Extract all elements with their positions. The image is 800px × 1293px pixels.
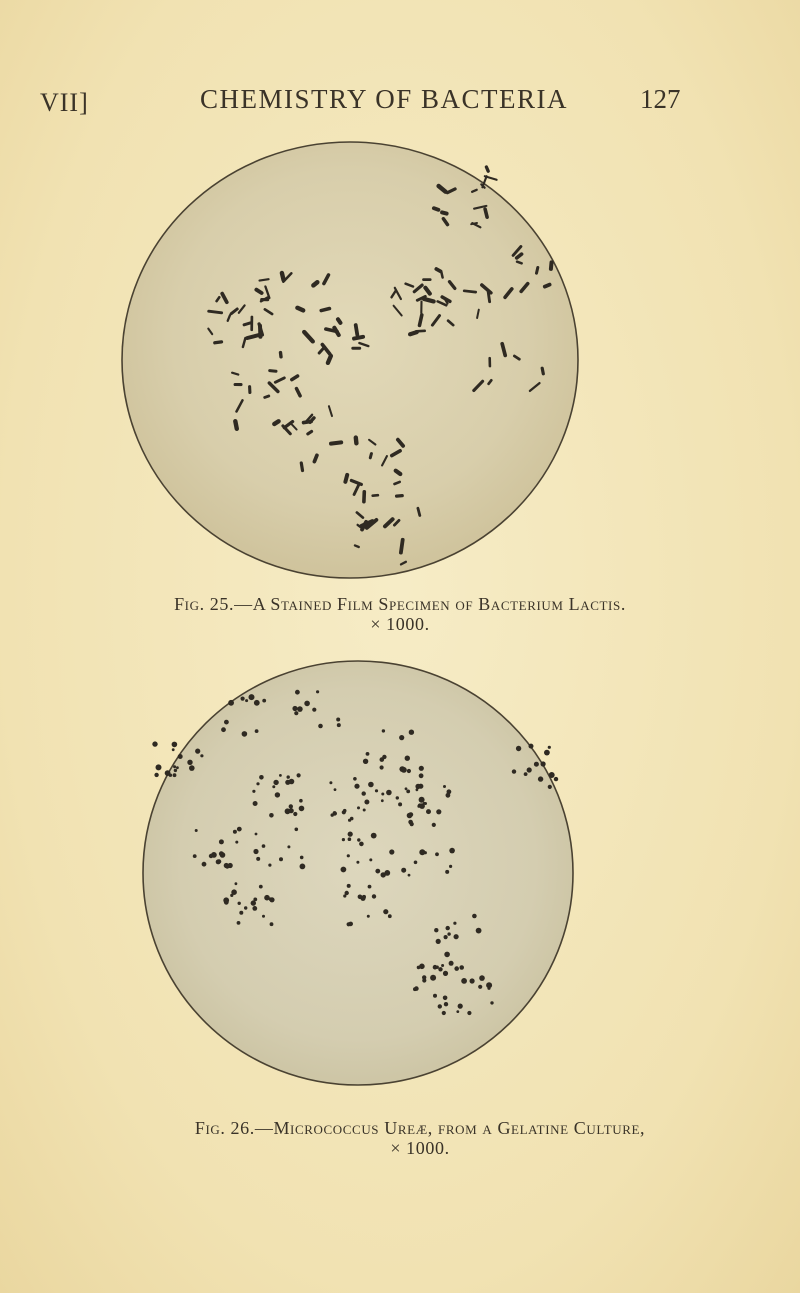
coccus: [272, 785, 275, 788]
running-title: CHEMISTRY OF BACTERIA: [200, 84, 569, 114]
coccus: [152, 741, 157, 746]
coccus: [382, 755, 386, 759]
bacillus-rod: [355, 545, 359, 547]
bacillus-rod: [517, 262, 522, 264]
coccus: [367, 915, 370, 918]
coccus: [262, 699, 266, 703]
bacillus-rod: [436, 269, 440, 271]
coccus: [362, 895, 366, 899]
coccus: [173, 773, 177, 777]
coccus: [443, 971, 448, 976]
coccus: [363, 759, 368, 764]
bacillus-rod: [215, 342, 222, 343]
coccus: [289, 779, 295, 785]
coccus: [256, 782, 259, 785]
bacillus-rod: [345, 475, 347, 482]
coccus: [347, 884, 351, 888]
coccus: [354, 784, 359, 789]
coccus: [401, 868, 406, 873]
coccus: [252, 790, 255, 793]
coccus: [259, 885, 263, 889]
coccus: [368, 782, 374, 788]
coccus: [295, 828, 299, 832]
coccus: [216, 859, 221, 864]
coccus: [478, 985, 482, 989]
coccus: [366, 752, 370, 756]
coccus: [251, 900, 256, 905]
bacillus-rod: [537, 268, 538, 274]
coccus: [269, 813, 274, 818]
coccus: [202, 862, 207, 867]
bacillus-rod: [328, 356, 331, 363]
coccus: [449, 865, 452, 868]
coccus: [459, 965, 464, 970]
coccus: [238, 902, 241, 905]
coccus: [447, 932, 450, 935]
coccus: [534, 762, 539, 767]
bacillus-rod: [356, 325, 358, 335]
coccus: [287, 775, 290, 778]
bacillus-rod: [265, 396, 269, 397]
coccus: [292, 706, 297, 711]
coccus: [405, 787, 408, 790]
coccus: [341, 867, 347, 873]
coccus: [224, 720, 229, 725]
coccus: [419, 773, 424, 778]
bacillus-rod: [304, 421, 312, 422]
coccus: [239, 911, 243, 915]
coccus: [189, 765, 195, 771]
coccus: [442, 1011, 446, 1015]
coccus: [406, 790, 410, 794]
coccus: [259, 775, 264, 780]
figure-25-magnification: × 1000.: [370, 614, 430, 634]
bacillus-rod: [418, 508, 420, 515]
coccus: [195, 749, 200, 754]
coccus: [279, 774, 282, 777]
bacillus-rod: [545, 285, 550, 287]
coccus: [156, 764, 162, 770]
figure-26-caption: [20, 1118, 800, 1158]
coccus: [449, 961, 454, 966]
coccus: [262, 915, 265, 918]
bacillus-rod: [551, 262, 552, 269]
coccus: [172, 748, 175, 751]
coccus: [426, 809, 431, 814]
coccus: [433, 994, 437, 998]
coccus: [255, 729, 259, 733]
coccus: [453, 922, 456, 925]
coccus: [454, 966, 459, 971]
coccus: [172, 742, 178, 748]
coccus: [524, 772, 528, 776]
coccus: [178, 754, 183, 759]
coccus: [529, 744, 534, 749]
bacterium-lactis-field: [118, 138, 588, 583]
coccus: [554, 777, 558, 781]
bacillus-rod: [488, 291, 490, 302]
coccus: [438, 967, 442, 971]
coccus: [262, 844, 266, 848]
coccus: [372, 894, 376, 898]
chapter-number: VII]: [40, 88, 89, 117]
bacillus-rod: [338, 319, 340, 323]
coccus: [268, 864, 271, 867]
coccus: [357, 838, 360, 841]
coccus: [381, 793, 384, 796]
coccus: [221, 727, 226, 732]
bacillus-rod: [397, 496, 403, 497]
coccus: [405, 756, 410, 761]
coccus: [348, 922, 353, 927]
bacillus-rod: [356, 438, 357, 444]
coccus: [446, 926, 450, 930]
coccus: [228, 700, 234, 706]
bacillus-rod: [434, 208, 439, 210]
bacillus-rod: [274, 421, 278, 424]
bacillus-rod: [331, 442, 341, 443]
figure-26-magnification: × 1000.: [390, 1138, 450, 1158]
coccus: [297, 706, 303, 712]
coccus: [334, 788, 337, 791]
coccus: [224, 900, 229, 905]
coccus: [219, 851, 224, 856]
bacillus-rod: [244, 323, 250, 325]
bacillus-rod: [270, 371, 276, 372]
coccus: [252, 906, 257, 911]
coccus: [417, 805, 420, 808]
coccus: [254, 700, 260, 706]
coccus: [441, 964, 444, 967]
coccus: [237, 827, 242, 832]
coccus: [300, 864, 306, 870]
coccus: [342, 838, 345, 841]
coccus: [273, 780, 278, 785]
coccus: [375, 789, 378, 792]
coccus: [233, 830, 237, 834]
coccus: [358, 895, 363, 900]
coccus: [467, 1011, 471, 1015]
coccus: [300, 856, 304, 860]
bacillus-rod: [281, 353, 282, 357]
bacillus-rod: [314, 455, 317, 461]
coccus: [195, 829, 198, 832]
coccus: [446, 793, 451, 798]
coccus: [293, 812, 297, 816]
bacillus-rod: [308, 431, 312, 434]
coccus: [398, 802, 402, 806]
coccus: [419, 964, 425, 970]
coccus: [490, 1001, 493, 1004]
bacillus-rod: [442, 212, 447, 213]
coccus: [538, 776, 543, 781]
coccus: [312, 708, 316, 712]
coccus: [244, 906, 247, 909]
coccus: [336, 718, 340, 722]
coccus: [516, 746, 521, 751]
coccus: [449, 848, 455, 854]
coccus: [345, 891, 349, 895]
figure-25-micrograph: [118, 138, 588, 583]
coccus: [219, 839, 224, 844]
coccus: [472, 914, 477, 919]
coccus: [235, 841, 238, 844]
coccus: [470, 978, 475, 983]
coccus: [359, 842, 364, 847]
coccus: [350, 817, 354, 821]
coccus: [435, 852, 439, 856]
bacillus-rod: [209, 311, 222, 313]
coccus: [363, 809, 366, 812]
figure-26-caption-title: Fig. 26.—Micrococcus Ureæ, from a Gelatine Culture,: [194, 1118, 646, 1138]
bacillus-rod: [410, 332, 417, 334]
coccus: [256, 857, 260, 861]
coccus: [544, 750, 550, 756]
coccus: [287, 845, 290, 848]
coccus: [461, 978, 467, 984]
coccus: [347, 854, 350, 857]
bacillus-rod: [485, 209, 487, 217]
coccus: [433, 965, 438, 970]
coccus: [253, 801, 258, 806]
coccus: [362, 791, 366, 795]
coccus: [454, 934, 459, 939]
coccus: [380, 765, 384, 769]
coccus: [487, 987, 490, 990]
coccus: [527, 767, 532, 772]
coccus: [249, 694, 255, 700]
coccus: [241, 697, 245, 701]
bacillus-rod: [297, 308, 303, 311]
coccus: [174, 769, 177, 772]
coccus: [389, 849, 394, 854]
coccus: [415, 784, 420, 789]
coccus: [456, 1010, 459, 1013]
bacillus-rod: [235, 421, 237, 429]
coccus: [443, 785, 446, 788]
bacillus-rod: [464, 291, 476, 292]
coccus: [289, 808, 294, 813]
coccus: [269, 897, 273, 901]
coccus: [342, 810, 346, 814]
coccus: [541, 761, 546, 766]
coccus: [422, 978, 426, 982]
micrococcus-ureae-field: [138, 655, 578, 1095]
coccus: [381, 872, 386, 877]
coccus: [407, 813, 413, 819]
bacillus-rod: [420, 315, 422, 325]
coccus: [255, 833, 258, 836]
coccus: [444, 1002, 448, 1006]
coccus: [295, 690, 300, 695]
coccus: [424, 802, 427, 805]
coccus: [225, 864, 230, 869]
coccus: [386, 790, 392, 796]
coccus: [353, 777, 357, 781]
bacillus-rod: [354, 337, 363, 339]
coccus: [333, 811, 337, 815]
coccus: [299, 799, 303, 803]
coccus: [348, 832, 353, 837]
coccus: [388, 914, 392, 918]
coccus: [176, 766, 179, 769]
coccus: [419, 797, 425, 803]
coccus: [430, 975, 436, 981]
coccus: [275, 792, 280, 797]
bacillus-rod: [396, 471, 401, 474]
coccus: [237, 921, 241, 925]
coccus: [356, 861, 359, 864]
coccus: [348, 837, 352, 841]
coccus: [245, 699, 248, 702]
coccus: [409, 730, 414, 735]
coccus: [444, 952, 450, 958]
coccus: [364, 800, 369, 805]
coccus: [369, 858, 372, 861]
bacillus-rod: [441, 271, 442, 277]
page-number: 127: [640, 84, 681, 114]
coccus: [368, 885, 372, 889]
coccus: [512, 769, 516, 773]
coccus: [297, 773, 301, 777]
coccus: [187, 760, 192, 765]
coccus: [200, 754, 203, 757]
coccus: [173, 765, 176, 768]
coccus: [414, 861, 418, 865]
figure-26-micrograph: [138, 655, 578, 1095]
bacillus-rod: [542, 368, 543, 374]
bacillus-rod: [301, 463, 302, 471]
coccus: [548, 785, 552, 789]
coccus: [479, 975, 485, 981]
bacillus-rod: [260, 279, 269, 280]
coccus: [289, 804, 293, 808]
coccus: [410, 822, 414, 826]
bacillus-rod: [321, 309, 329, 311]
coccus: [476, 928, 482, 934]
running-header: [0, 80, 800, 120]
coccus: [396, 796, 399, 799]
coccus: [165, 770, 171, 776]
coccus: [230, 894, 233, 897]
coccus: [432, 823, 436, 827]
coccus: [357, 806, 360, 809]
coccus: [337, 723, 341, 727]
coccus: [294, 711, 298, 715]
coccus: [382, 729, 385, 732]
figure-25-caption-title: Fig. 25.—A Stained Film Specimen of Bacterium Lactis.: [174, 594, 626, 614]
coccus: [419, 766, 424, 771]
coccus: [548, 746, 551, 749]
bacillus-rod: [424, 299, 434, 302]
bacillus-rod: [370, 454, 371, 458]
coccus: [458, 1004, 463, 1009]
coccus: [299, 806, 305, 812]
coccus: [436, 809, 441, 814]
coccus: [193, 854, 197, 858]
coccus: [407, 769, 411, 773]
coccus: [381, 799, 384, 802]
coccus: [419, 849, 425, 855]
coccus: [318, 724, 323, 729]
coccus: [242, 731, 248, 737]
coccus: [371, 833, 377, 839]
coccus: [383, 909, 388, 914]
coccus: [279, 857, 283, 861]
bacillus-rod: [486, 167, 488, 171]
bacillus-rod: [373, 495, 378, 496]
coccus: [408, 874, 411, 877]
coccus: [304, 701, 310, 707]
coccus: [270, 922, 274, 926]
bacillus-rod: [401, 540, 403, 553]
figure-25-caption: [0, 594, 800, 634]
coccus: [443, 996, 448, 1001]
coccus: [154, 773, 158, 777]
coccus: [414, 986, 419, 991]
coccus: [438, 1004, 442, 1008]
coccus: [375, 869, 380, 874]
coccus: [436, 939, 441, 944]
coccus: [316, 690, 319, 693]
coccus: [444, 935, 448, 939]
bacillus-rod: [282, 273, 284, 280]
coccus: [399, 735, 404, 740]
coccus: [209, 854, 213, 858]
coccus: [235, 882, 238, 885]
coccus: [434, 928, 438, 932]
coccus: [253, 849, 258, 854]
coccus: [549, 772, 555, 778]
coccus: [401, 767, 407, 773]
coccus: [445, 870, 449, 874]
coccus: [329, 781, 332, 784]
bacillus-rod: [313, 282, 317, 285]
